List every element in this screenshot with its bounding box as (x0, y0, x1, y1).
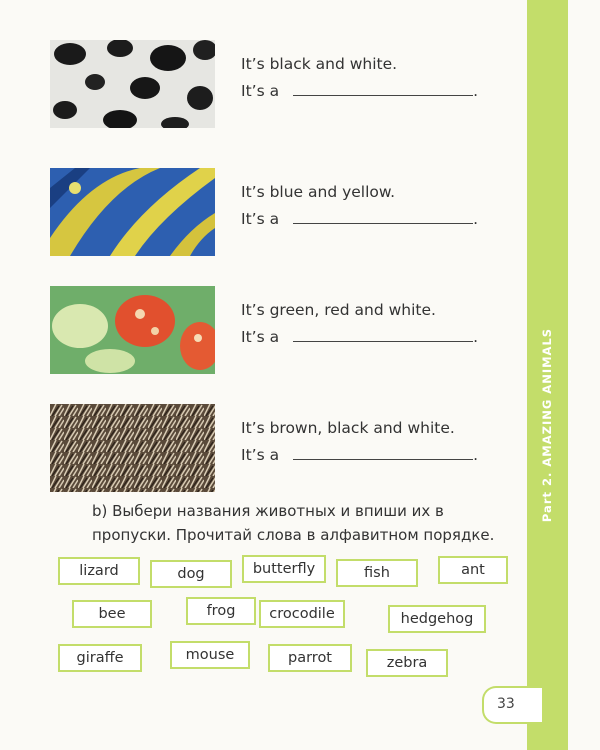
answer-blank[interactable] (293, 209, 473, 224)
answer-prefix: It’s a (241, 210, 280, 228)
answer-blank[interactable] (293, 445, 473, 460)
answer-line: It’s a . (241, 210, 479, 228)
color-description: It’s green, red and white. (241, 301, 436, 319)
word-card-dog[interactable]: dog (150, 560, 232, 588)
exercise-row (50, 40, 490, 130)
fish-scales-swatch (50, 168, 215, 256)
answer-blank[interactable] (293, 81, 473, 96)
answer-prefix: It’s a (241, 446, 280, 464)
word-card-bee[interactable]: bee (72, 600, 152, 628)
word-card-parrot[interactable]: parrot (268, 644, 352, 672)
word-card-hedgehog[interactable]: hedgehog (388, 605, 486, 633)
word-card-giraffe[interactable]: giraffe (58, 644, 142, 672)
dalmatian-fur-swatch (50, 40, 215, 128)
word-card-crocodile[interactable]: crocodile (259, 600, 345, 628)
exercise-row (50, 168, 490, 258)
task-instruction: b) Выбери названия животных и впиши их в пропуски. Прочитай слова в алфавитном порядке. (92, 502, 495, 544)
color-description: It’s brown, black and white. (241, 419, 455, 437)
word-card-fish[interactable]: fish (336, 559, 418, 587)
answer-prefix: It’s a (241, 82, 280, 100)
answer-line: It’s a . (241, 328, 479, 346)
hedgehog-spines-swatch (50, 404, 215, 492)
color-description: It’s black and white. (241, 55, 398, 73)
exercise-row (50, 286, 490, 376)
answer-prefix: It’s a (241, 328, 280, 346)
section-title: Part 2. AMAZING ANIMALS (540, 327, 554, 523)
word-card-zebra[interactable]: zebra (366, 649, 448, 677)
page-number: 33 (497, 696, 515, 712)
answer-line: It’s a . (241, 82, 479, 100)
lizard-skin-swatch (50, 286, 215, 374)
word-card-butterfly[interactable]: butterfly (242, 555, 326, 583)
answer-blank[interactable] (293, 327, 473, 342)
word-card-lizard[interactable]: lizard (58, 557, 140, 585)
word-card-frog[interactable]: frog (186, 597, 256, 625)
word-card-ant[interactable]: ant (438, 556, 508, 584)
word-card-mouse[interactable]: mouse (170, 641, 250, 669)
answer-line: It’s a . (241, 446, 479, 464)
color-description: It’s blue and yellow. (241, 183, 396, 201)
exercise-row (50, 404, 490, 494)
